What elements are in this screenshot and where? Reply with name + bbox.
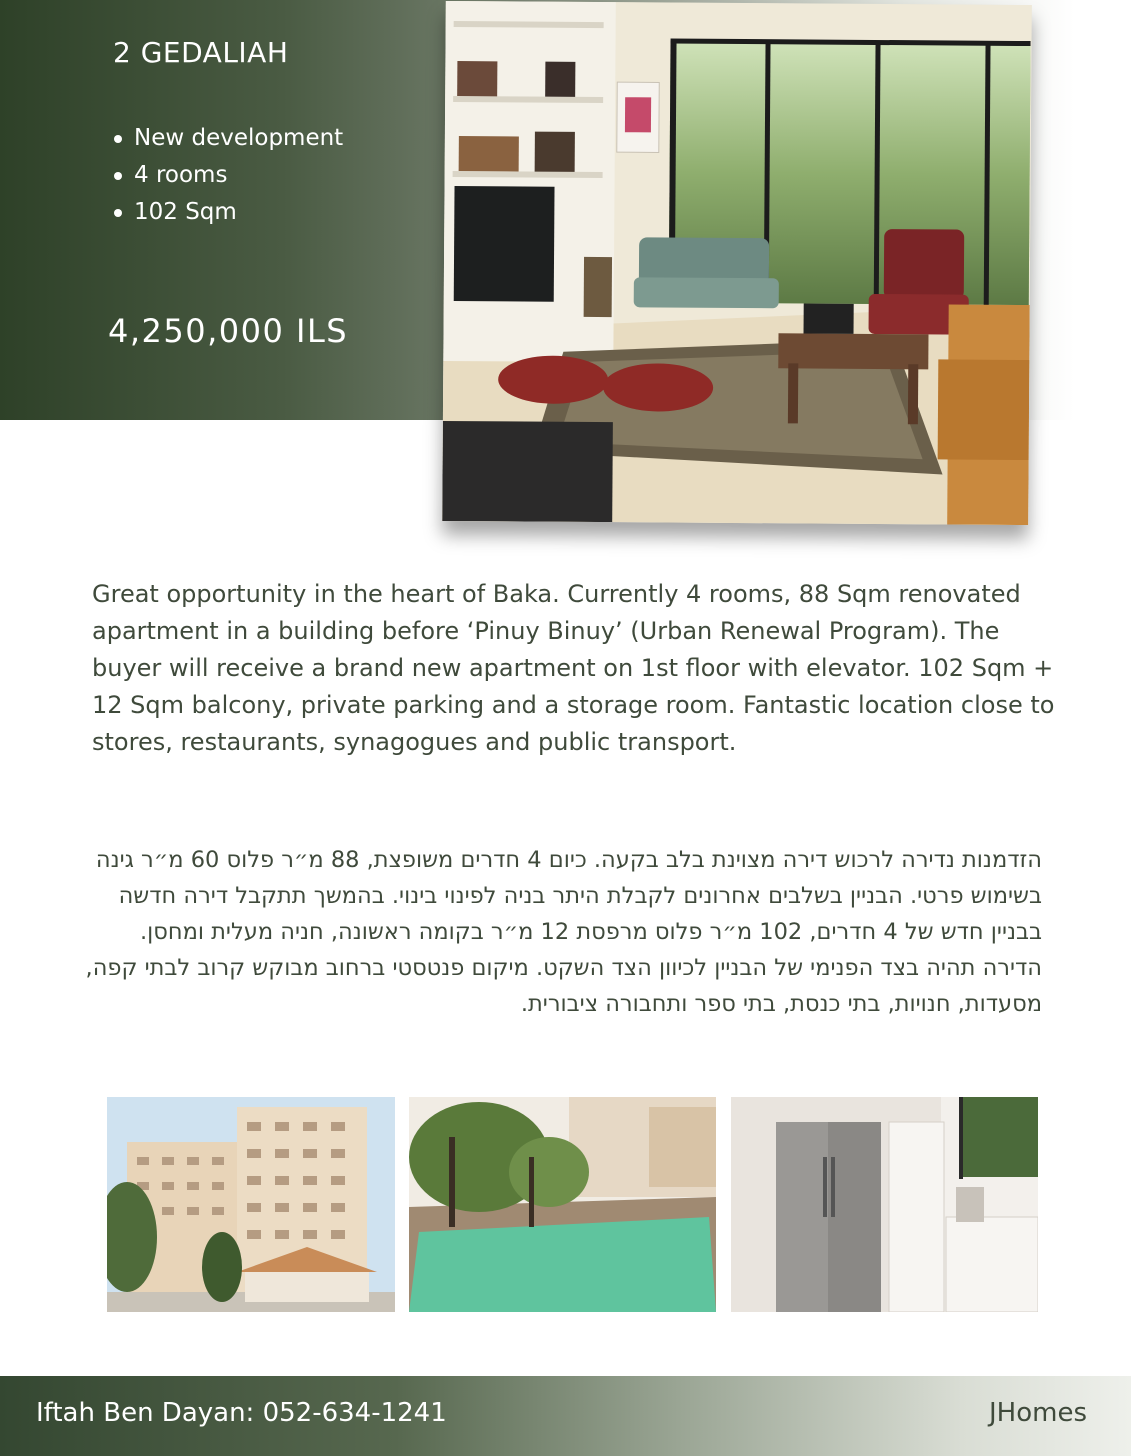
description-hebrew: הזדמנות נדירה לרכוש דירה מצוינת בלב בקעה. כיום 4 חדרים משופצת, 88 מ״ר פלוס 60 מ״ר גינה בשימוש פרטי. הבניין בשלבים אחרונים לקבלת היתר בניה לפינוי בינוי. בהמשך תתקבל דירה חדשה בבניין חדש של 4 חדרים, 102 מ״ר פלוס מרפסת 12 מ״ר בקומה ראשונה, חניה מעלית ומחסן. הדירה תהיה בצד הפנימי של הבניין לכיוון הצד השקט. מיקום פנטסטי ברחוב מבוקש קרוב לבתי קפה, מסעדות, חנויות, בתי כנסת, בתי ספר ותחבורה ציבורית. bbox=[85, 847, 1042, 1017]
listing-price: 4,250,000 ILS bbox=[108, 312, 349, 350]
feature-item: 102 Sqm bbox=[114, 194, 343, 231]
listing-address: 2 GEDALIAH bbox=[113, 36, 289, 69]
agent-contact: Iftah Ben Dayan: 052-634-1241 bbox=[36, 1398, 447, 1428]
feature-item: New development bbox=[114, 120, 343, 157]
kitchen-photo bbox=[731, 1097, 1038, 1312]
kitchen-image bbox=[731, 1097, 1038, 1312]
living-room-image bbox=[442, 1, 1032, 525]
building-image bbox=[107, 1097, 395, 1312]
building-exterior-photo bbox=[107, 1097, 395, 1312]
garden-photo bbox=[409, 1097, 716, 1312]
description-english: Great opportunity in the heart of Baka. Currently 4 rooms, 88 Sqm renovated apartment in a building before ‘Pinuy Binuy’ (Urban Renewal Program). The buyer will receive a brand new apartment on 1st floor with elevator. 102 Sqm + 12 Sqm balcony, private parking and a storage room. Fantastic location close to stores, restaurants, synagogues and public transport. bbox=[92, 580, 1055, 756]
brand-name: JHomes bbox=[989, 1398, 1087, 1428]
feature-item: 4 rooms bbox=[114, 157, 343, 194]
hero-living-room-photo bbox=[442, 1, 1032, 525]
garden-image bbox=[409, 1097, 716, 1312]
feature-list bbox=[114, 120, 343, 231]
